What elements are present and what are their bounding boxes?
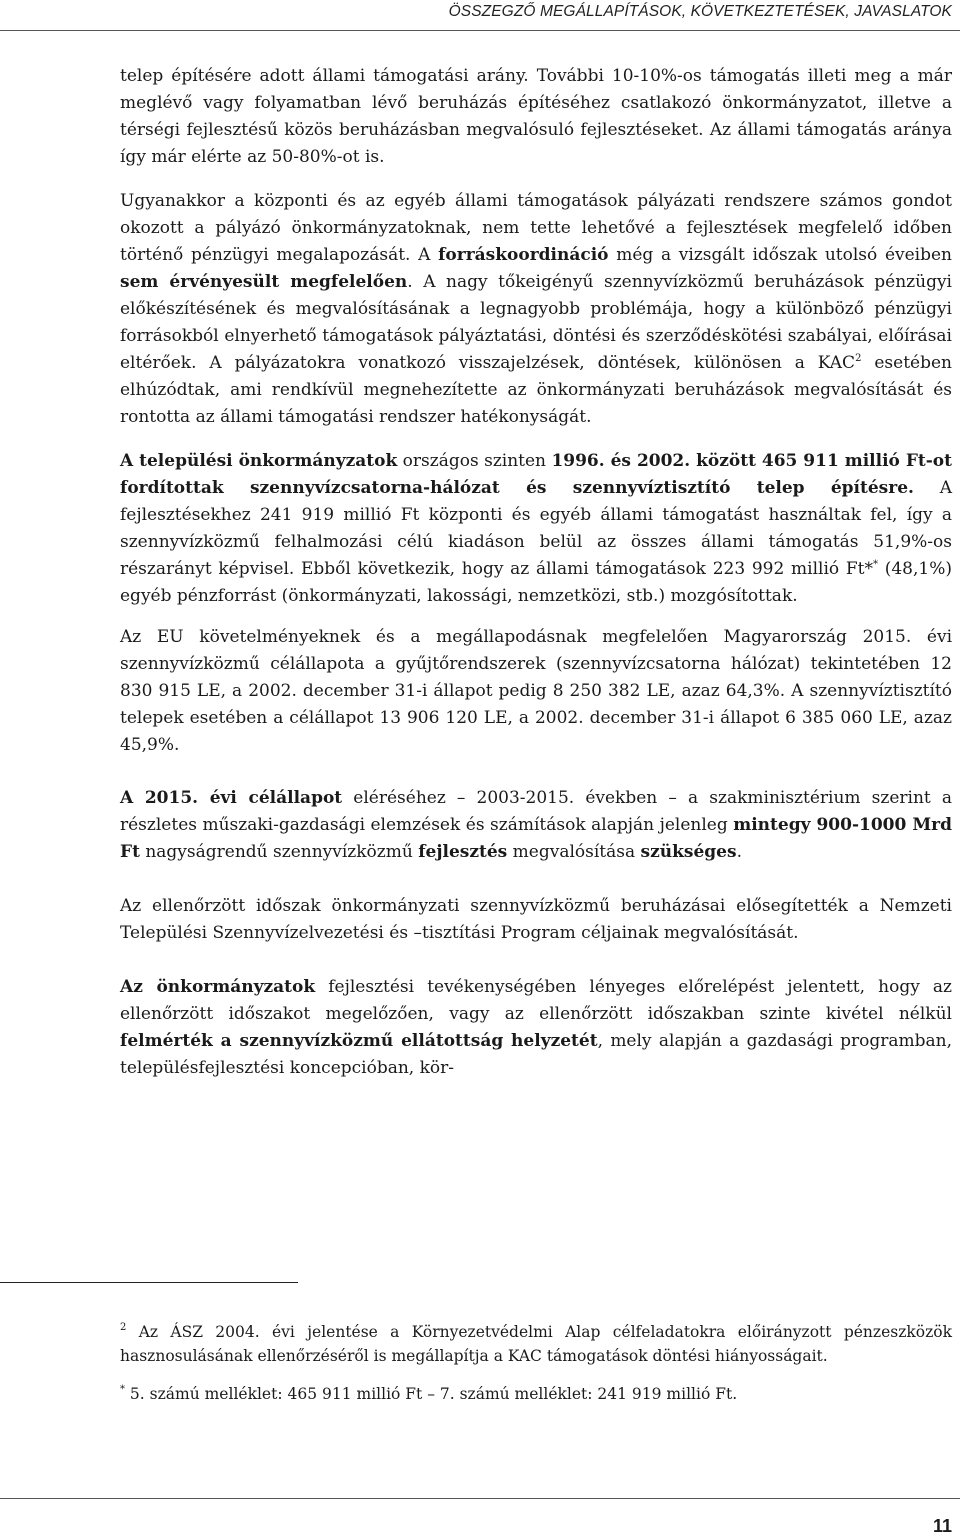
text-run: még a vizsgált időszak utolsó éveiben bbox=[608, 245, 952, 265]
text-run: Az ellenőrzött időszak önkormányzati szennyvízközmű beruházásai elősegítették a Nemzeti Települési Szennyvízelvezetési és –tisztítási Program céljainak megvalósítását. bbox=[120, 896, 952, 943]
footnote-separator bbox=[0, 1282, 298, 1283]
footnote-text: Az ÁSZ 2004. évi jelentése a Környezetvédelmi Alap célfeladatokra előirányzott pénzeszközök hasznosulásának ellenőrzéséről is megállapítja a KAC támogatások döntési hiányosságait. bbox=[120, 1323, 952, 1365]
bold-run: A 2015. évi célállapot bbox=[120, 788, 343, 808]
paragraph-3 bbox=[120, 448, 952, 610]
text-run: esetében elhúzódtak, ami rendkívül megnehezítette az önkormányzati beruházások megvalósítását és rontotta az állami támogatási rendszer hatékonyságát. bbox=[120, 353, 952, 427]
paragraph-1 bbox=[120, 63, 952, 171]
text-run: A fejlesztésekhez 241 919 millió Ft központi és egyéb állami támogatást használtak fel, így a szennyvízközmű felhalmozási célú kiadáson belül az összes állami támogatás 51,9%-os részarányt képvisel. Ebből következik, hogy az állami támogatások 223 992 millió Ft* bbox=[120, 478, 952, 579]
text-run: Az EU követelményeknek és a megállapodásnak megfelelően Magyarország 2015. évi szennyvízközmű célállapota a gyűjtőrendszerek (szennyvízcsatorna hálózat) tekintetében 12 830 915 LE, a 2002. december 31-i állapot pedig 8 250 382 LE, azaz 64,3%. A szennyvíztisztító telepek esetében a célállapot 13 906 120 LE, a 2002. december 31-i állapot 6 385 060 LE, azaz 45,9%. bbox=[120, 627, 952, 755]
bold-run: sem érvényesült megfelelően bbox=[120, 272, 408, 292]
text-run: megvalósítása bbox=[507, 842, 641, 862]
running-header: ÖSSZEGZŐ MEGÁLLAPÍTÁSOK, KÖVETKEZTETÉSEK, JAVASLATOK bbox=[448, 3, 952, 20]
bold-run: fejlesztés bbox=[418, 842, 508, 862]
paragraph-6 bbox=[120, 893, 952, 947]
text-run: eléréséhez – 2003-2015. években – a szakminisztérium szerint a részletes műszaki-gazdasági elemzések és számítások alapján jelenleg bbox=[120, 788, 953, 835]
paragraph-7 bbox=[120, 974, 952, 1082]
bold-run: Az önkormányzatok bbox=[120, 977, 316, 997]
header-divider bbox=[0, 30, 960, 31]
text-run: . A nagy tőkeigényű szennyvízközmű beruházások pénzügyi előkészítésének és megvalósításának a legnagyobb problémája, hogy a különböző pénzügyi forrásokból elnyerhető támogatások pályáztatási, döntési és szerződéskötési szabályai, előírásai eltérőek. A pályázatokra vonatkozó visszajelzések, döntések, különösen a KAC bbox=[120, 272, 952, 373]
bold-run: mintegy 900-1000 Mrd Ft bbox=[120, 815, 953, 862]
footnote-reference-2: 2 bbox=[855, 353, 862, 364]
text-run: . bbox=[736, 842, 742, 862]
footnote-mark: * bbox=[120, 1384, 125, 1395]
main-text bbox=[120, 63, 952, 1082]
bold-run: felmérték a szennyvízközmű ellátottság helyzetét bbox=[120, 1031, 598, 1051]
bold-run: A települési önkormányzatok bbox=[120, 451, 398, 471]
footer-divider bbox=[0, 1498, 960, 1499]
footnote-text: 5. számú melléklet: 465 911 millió Ft – 7. számú melléklet: 241 919 millió Ft. bbox=[125, 1385, 738, 1403]
text-run: fejlesztési tevékenységében lényeges előrelépést jelentett, hogy az ellenőrzött időszakot megelőzően, vagy az ellenőrzött időszakban szinte kivétel nélkül bbox=[120, 977, 952, 1024]
text-run: országos szinten bbox=[397, 451, 552, 471]
bold-run: 1996. és 2002. között 465 911 millió Ft-ot fordítottak szennyvízcsatorna-hálózat és szennyvíztisztító telep építésre. bbox=[120, 451, 952, 498]
text-run: Ugyanakkor a központi és az egyéb állami támogatások pályázati rendszere számos gondot okozott a pályázó önkormányzatoknak, nem tette lehetővé a fejlesztések megfelelő időben történő pénzügyi megalapozását. A bbox=[120, 191, 952, 265]
footnote-reference-star: * bbox=[873, 559, 878, 570]
bold-run: forráskoordináció bbox=[438, 245, 609, 265]
paragraph-5 bbox=[120, 785, 952, 866]
footnote-2 bbox=[120, 1320, 952, 1368]
text-run: nagyságrendű szennyvízközmű bbox=[139, 842, 419, 862]
text-run: (48,1%) egyéb pénzforrást (önkormányzati, lakossági, nemzetközi, stb.) mozgósítottak. bbox=[120, 559, 952, 606]
paragraph-4 bbox=[120, 624, 952, 759]
footnote-mark: 2 bbox=[120, 1322, 127, 1333]
page-number: 11 bbox=[932, 1516, 952, 1536]
text-run: telep építésére adott állami támogatási arány. További 10-10%-os támogatás illeti meg a már meglévő vagy folyamatban lévő beruházás építéséhez csatlakozó önkormányzatot, illetve a térségi fejlesztésű közös beruházásban megvalósuló fejlesztéseket. Az állami támogatás aránya így már elérte az 50-80%-ot is. bbox=[120, 66, 952, 167]
footnotes bbox=[120, 1320, 952, 1406]
paragraph-2 bbox=[120, 188, 952, 431]
bold-run: szükséges bbox=[640, 842, 737, 862]
footnote-star bbox=[120, 1382, 952, 1406]
text-run: , mely alapján a gazdasági programban, településfejlesztési koncepcióban, kör- bbox=[120, 1031, 952, 1078]
